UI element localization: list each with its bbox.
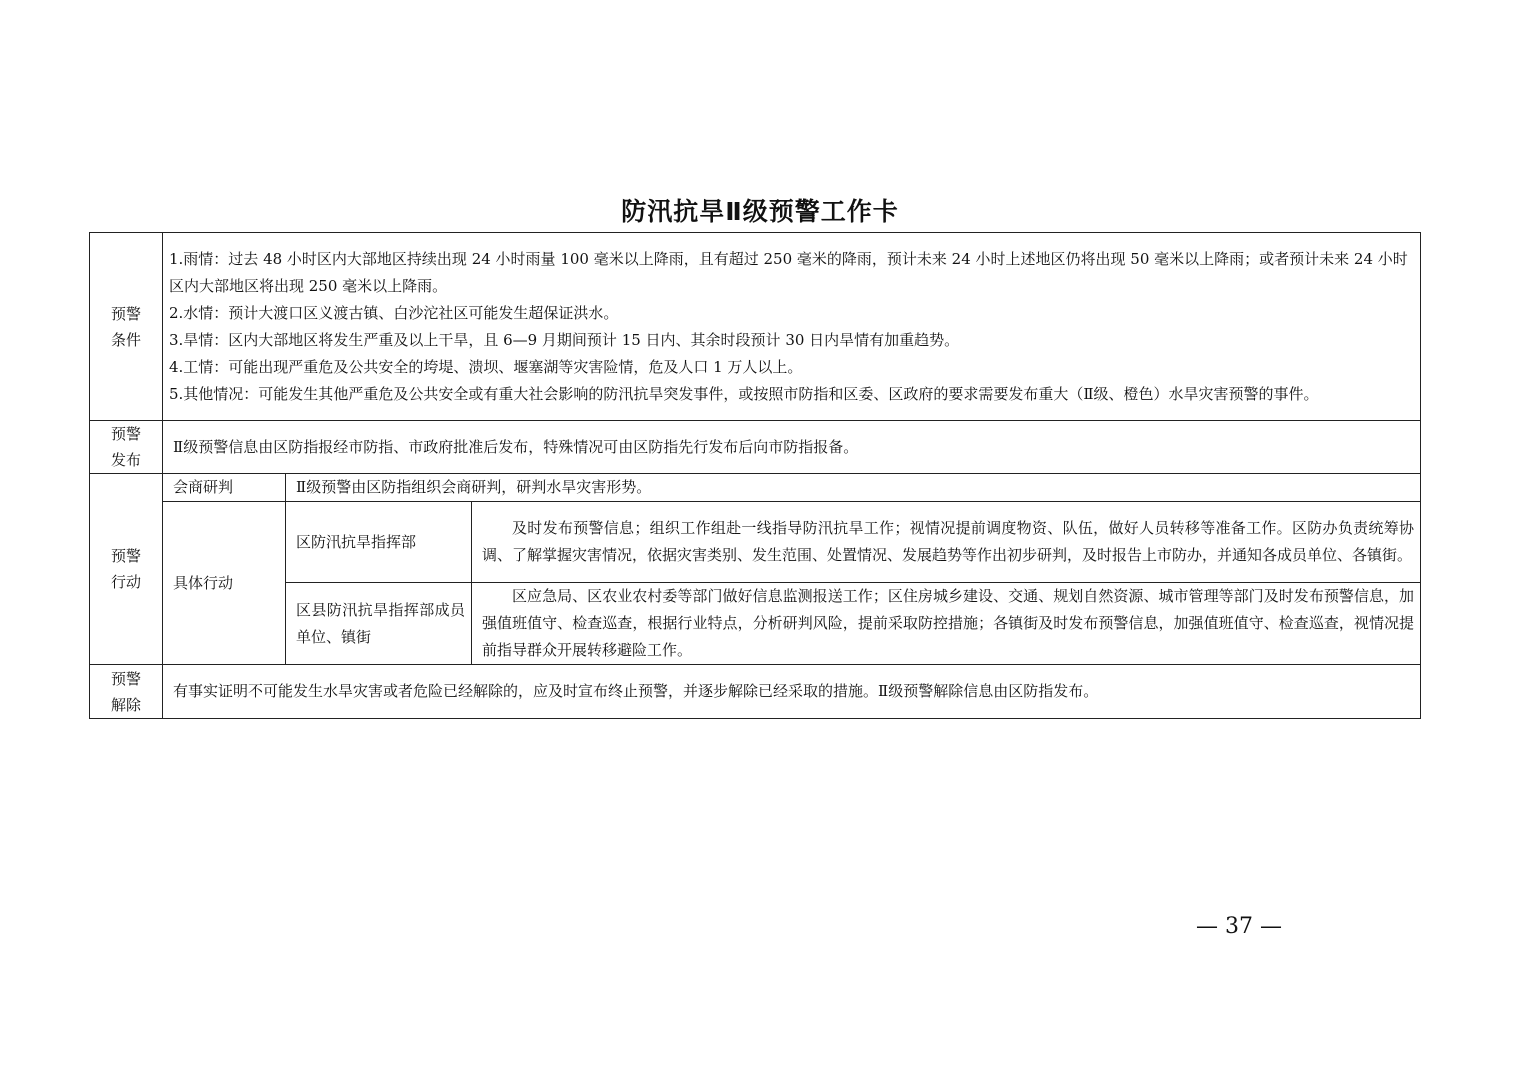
consult-label: 会商研判 <box>163 474 286 502</box>
release-content: Ⅱ级预警信息由区防指报经市防指、市政府批准后发布，特殊情况可由区防指先行发布后向市防指报备。 <box>163 421 1421 474</box>
release-label <box>90 421 163 474</box>
release-label-text: 预警 发布 <box>110 425 141 469</box>
action-members-row <box>90 583 1421 665</box>
condition-item-water: 2.水情：预计大渡口区义渡古镇、白沙沱社区可能发生超保证洪水。 <box>169 303 619 322</box>
lift-label <box>90 665 163 719</box>
page-title: 防汛抗旱Ⅱ级预警工作卡 <box>621 197 899 226</box>
action-consult-row <box>90 474 1421 502</box>
lift-label-text: 预警 解除 <box>110 669 141 714</box>
condition-item-drought: 3.旱情：区内大部地区将发生严重及以上干旱，且 6—9 月期间预计 15 日内、其余时段预计 30 日内旱情有加重趋势。 <box>169 330 960 349</box>
lift-row <box>90 665 1421 719</box>
members-label: 区县防汛抗旱指挥部成员单位、镇街 <box>286 583 472 665</box>
condition-item-engineering: 4.工情：可能出现严重危及公共安全的垮堤、溃坝、堰塞湖等灾害险情，危及人口 1 万人以上。 <box>169 357 803 376</box>
page-number: — 37 — <box>1196 914 1282 939</box>
conditions-row <box>90 233 1421 421</box>
command-content: 及时发布预警信息；组织工作组赴一线指导防汛抗旱工作；视情况提前调度物资、队伍，做好人员转移等准备工作。区防办负责统筹协调、了解掌握灾害情况，依据灾害类别、发生范围、处置情况、发展趋势等作出初步研判，及时报告上市防办，并通知各成员单位、各镇街。 <box>472 502 1421 583</box>
conditions-label-text: 预警 条件 <box>110 304 141 349</box>
condition-item-other: 5.其他情况：可能发生其他严重危及公共安全或有重大社会影响的防汛抗旱突发事件，或按照市防指和区委、区政府的要求需要发布重大（Ⅱ级、橙色）水旱灾害预警的事件。 <box>169 384 1319 403</box>
condition-item-rain: 1.雨情：过去 48 小时区内大部地区持续出现 24 小时雨量 100 毫米以上降雨，且有超过 250 毫米的降雨，预计未来 24 小时上述地区仍将出现 50 毫米以上降雨；或者预计未来 24 小时区内大部地区将出现 250 毫米以上降雨。 <box>169 249 1408 295</box>
specific-action-label: 具体行动 <box>163 502 286 665</box>
conditions-content <box>163 233 1421 421</box>
release-row <box>90 421 1421 474</box>
action-label-text: 预警 行动 <box>110 547 141 591</box>
members-content: 区应急局、区农业农村委等部门做好信息监测报送工作；区住房城乡建设、交通、规划自然资源、城市管理等部门及时发布预警信息，加强值班值守、检查巡查，根据行业特点，分析研判风险，提前采取防控措施；各镇街及时发布预警信息，加强值班值守、检查巡查，视情况提前指导群众开展转移避险工作。 <box>472 583 1421 665</box>
action-label <box>90 474 163 665</box>
conditions-label <box>90 233 163 421</box>
consult-content: Ⅱ级预警由区防指组织会商研判，研判水旱灾害形势。 <box>286 474 1421 502</box>
action-command-row <box>90 502 1421 583</box>
lift-content: 有事实证明不可能发生水旱灾害或者危险已经解除的，应及时宣布终止预警，并逐步解除已经采取的措施。Ⅱ级预警解除信息由区防指发布。 <box>163 665 1421 719</box>
warning-card-table <box>89 232 1421 719</box>
command-label: 区防汛抗旱指挥部 <box>286 502 472 583</box>
